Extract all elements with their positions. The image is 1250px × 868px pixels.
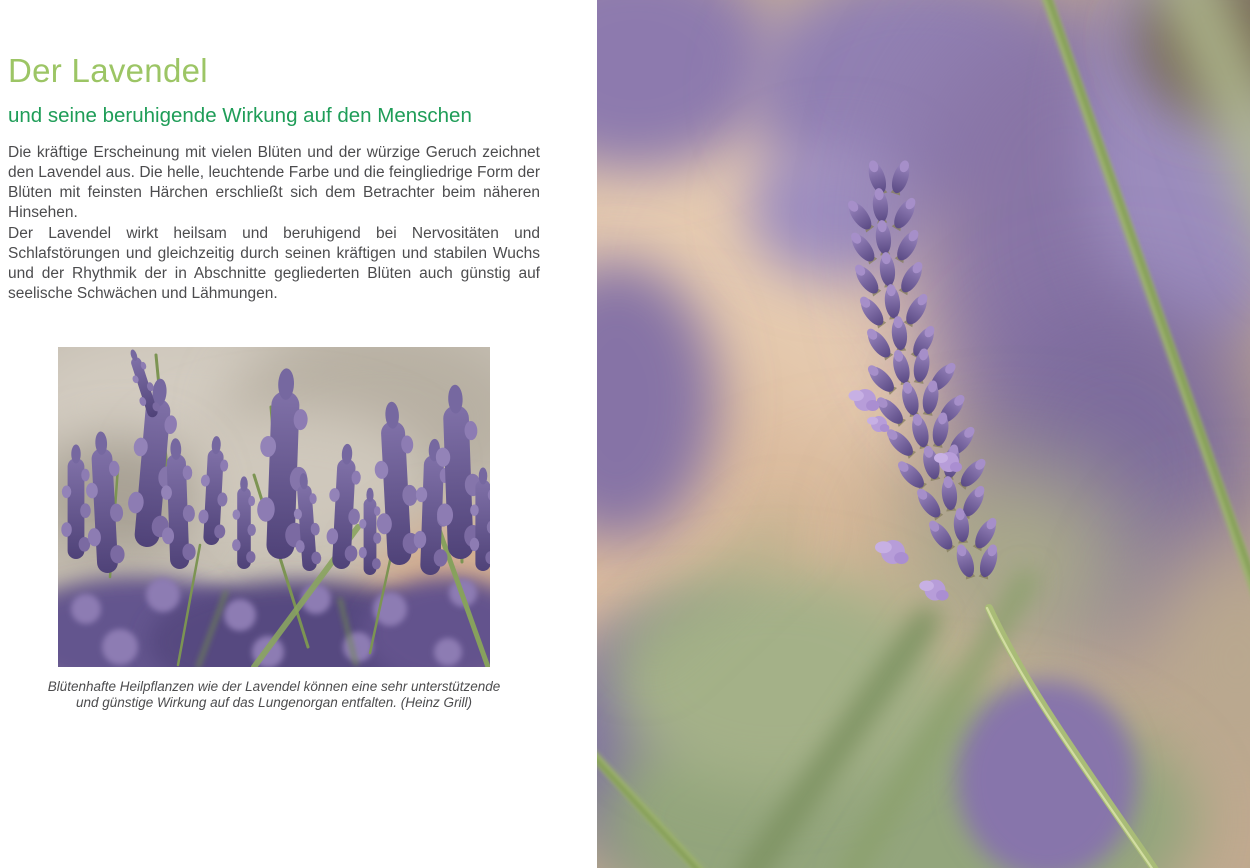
lavender-inset-photo <box>58 347 490 667</box>
photo-caption-line-1: Blütenhafte Heilpflanzen wie der Lavendel können eine sehr unterstützende <box>47 679 501 694</box>
page-title: Der Lavendel <box>8 52 208 89</box>
left-page <box>0 0 597 868</box>
photo-caption-line-2: und günstige Wirkung auf das Lungenorgan entfalten. (Heinz Grill) <box>75 694 473 710</box>
inset-photo-figure <box>58 347 490 667</box>
full-page-photo <box>597 0 1250 868</box>
page-subtitle: und seine beruhigende Wirkung auf den Menschen <box>8 104 472 127</box>
lavender-closeup-photo <box>597 0 1250 868</box>
body-paragraph-1: Die kräftige Erscheinung mit vielen Blüten und der würzige Geruch zeichnet den Lavendel aus. Die helle, leuchtende Farbe und die feingliedrige Form der Blüten mit feinsten Härchen erschließt sich dem Betrachter beim näheren Hinsehen. <box>8 144 540 221</box>
body-paragraph-2: Der Lavendel wirkt heilsam und beruhigend bei Nervositäten und Schlafstörungen und gleichzeitig durch seinen kräftigen und stabilen Wuchs und der Rhythmik der in Abschnitte gegliederten Blüten auch günstig auf seelische Schwächen und Lähmungen. <box>8 225 540 302</box>
photo-caption <box>24 679 524 710</box>
